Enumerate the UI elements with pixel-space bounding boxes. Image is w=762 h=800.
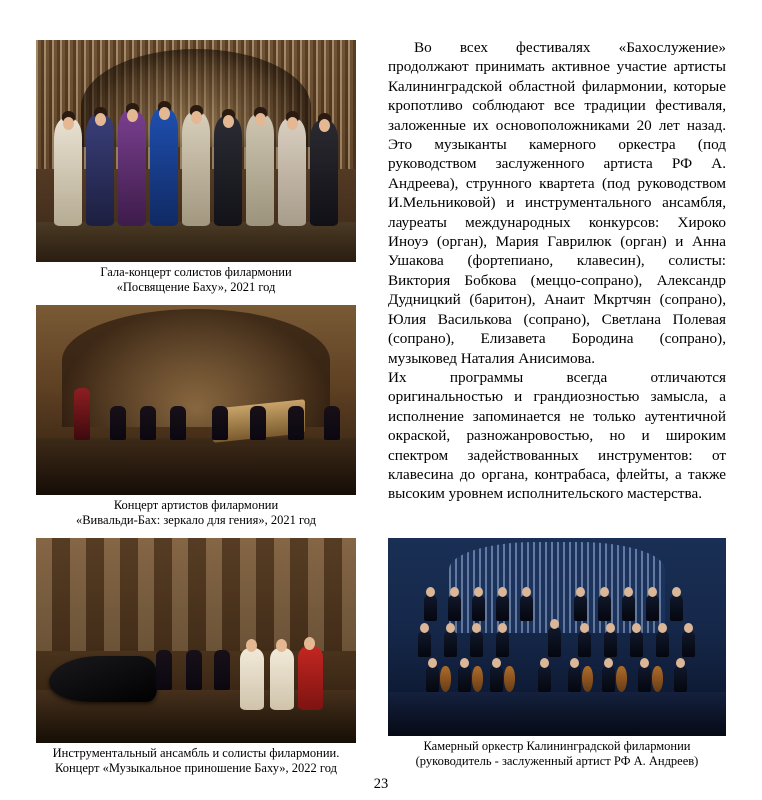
left-column [36,40,356,786]
caption-line: «Посвящение Баху», 2021 год [116,280,276,294]
caption-line: (руководитель - заслуженный артист РФ А. Андреев) [415,754,699,768]
caption-line: Концерт артистов филармонии [113,498,279,512]
caption-line: Инструментальный ансамбль и солисты филармонии. [52,746,340,760]
body-text-column [388,38,726,504]
figure-caption [388,739,726,769]
figure-instrumental-ensemble [36,538,356,776]
figure-gala-concert [36,40,356,295]
figure-chamber-orchestra [388,538,726,779]
caption-line: Камерный оркестр Калининградской филармонии [423,739,691,753]
figure-caption [36,498,356,528]
caption-line: Концерт «Музыкальное приношение Баху», 2022 год [55,761,337,775]
paragraph-1: Во всех фестивалях «Бахослужение» продолжают принимать активное участие артисты Калининградской областной филармонии, которые кропотливо соблюдают все традиции фестиваля, заложенные их основоположниками 20 лет назад. Это музыканты камерного оркестра (под руководством заслуженного артиста РФ А. Андреева), струнного квартета (под руководством И.Мельниковой) и инструментального ансамбля, лауреаты международных конкурсов: Хироко Иноуэ (орган), Мария Гаврилюк (орган) и Анна Ушакова (фортепиано, клавесин), солисты: Виктория Бобкова (меццо-сопрано), Александр Дудницкий (баритон), Анаит Мкртчян (сопрано), Юлия Василькова (сопрано), Светлана Полевая (сопрано), Елизавета Бородина (сопрано), музыковед Наталия Анисимова. [388,39,726,367]
figure-caption [36,265,356,295]
photo-gala-concert [36,40,356,262]
caption-line: Гала-концерт солистов филармонии [100,265,292,279]
caption-line: «Вивальди-Бах: зеркало для гения», 2021 год [75,513,317,527]
page-number: 23 [373,776,389,792]
photo-vivaldi-bach [36,305,356,495]
photo-instrumental-ensemble [36,538,356,743]
paragraph-2: Их программы всегда отличаются оригинальностью и грандиозностью замысла, а исполнение запоминается не только аутентичной окраской, разножанровостью, но и широким спектром задействованных инструментов: от клавесина до органа, контрабаса, флейты, а также высоким уровнем исполнительского мастерства. [388,368,726,503]
photo-chamber-orchestra [388,538,726,736]
figure-vivaldi-bach [36,305,356,528]
figure-caption [36,746,356,776]
